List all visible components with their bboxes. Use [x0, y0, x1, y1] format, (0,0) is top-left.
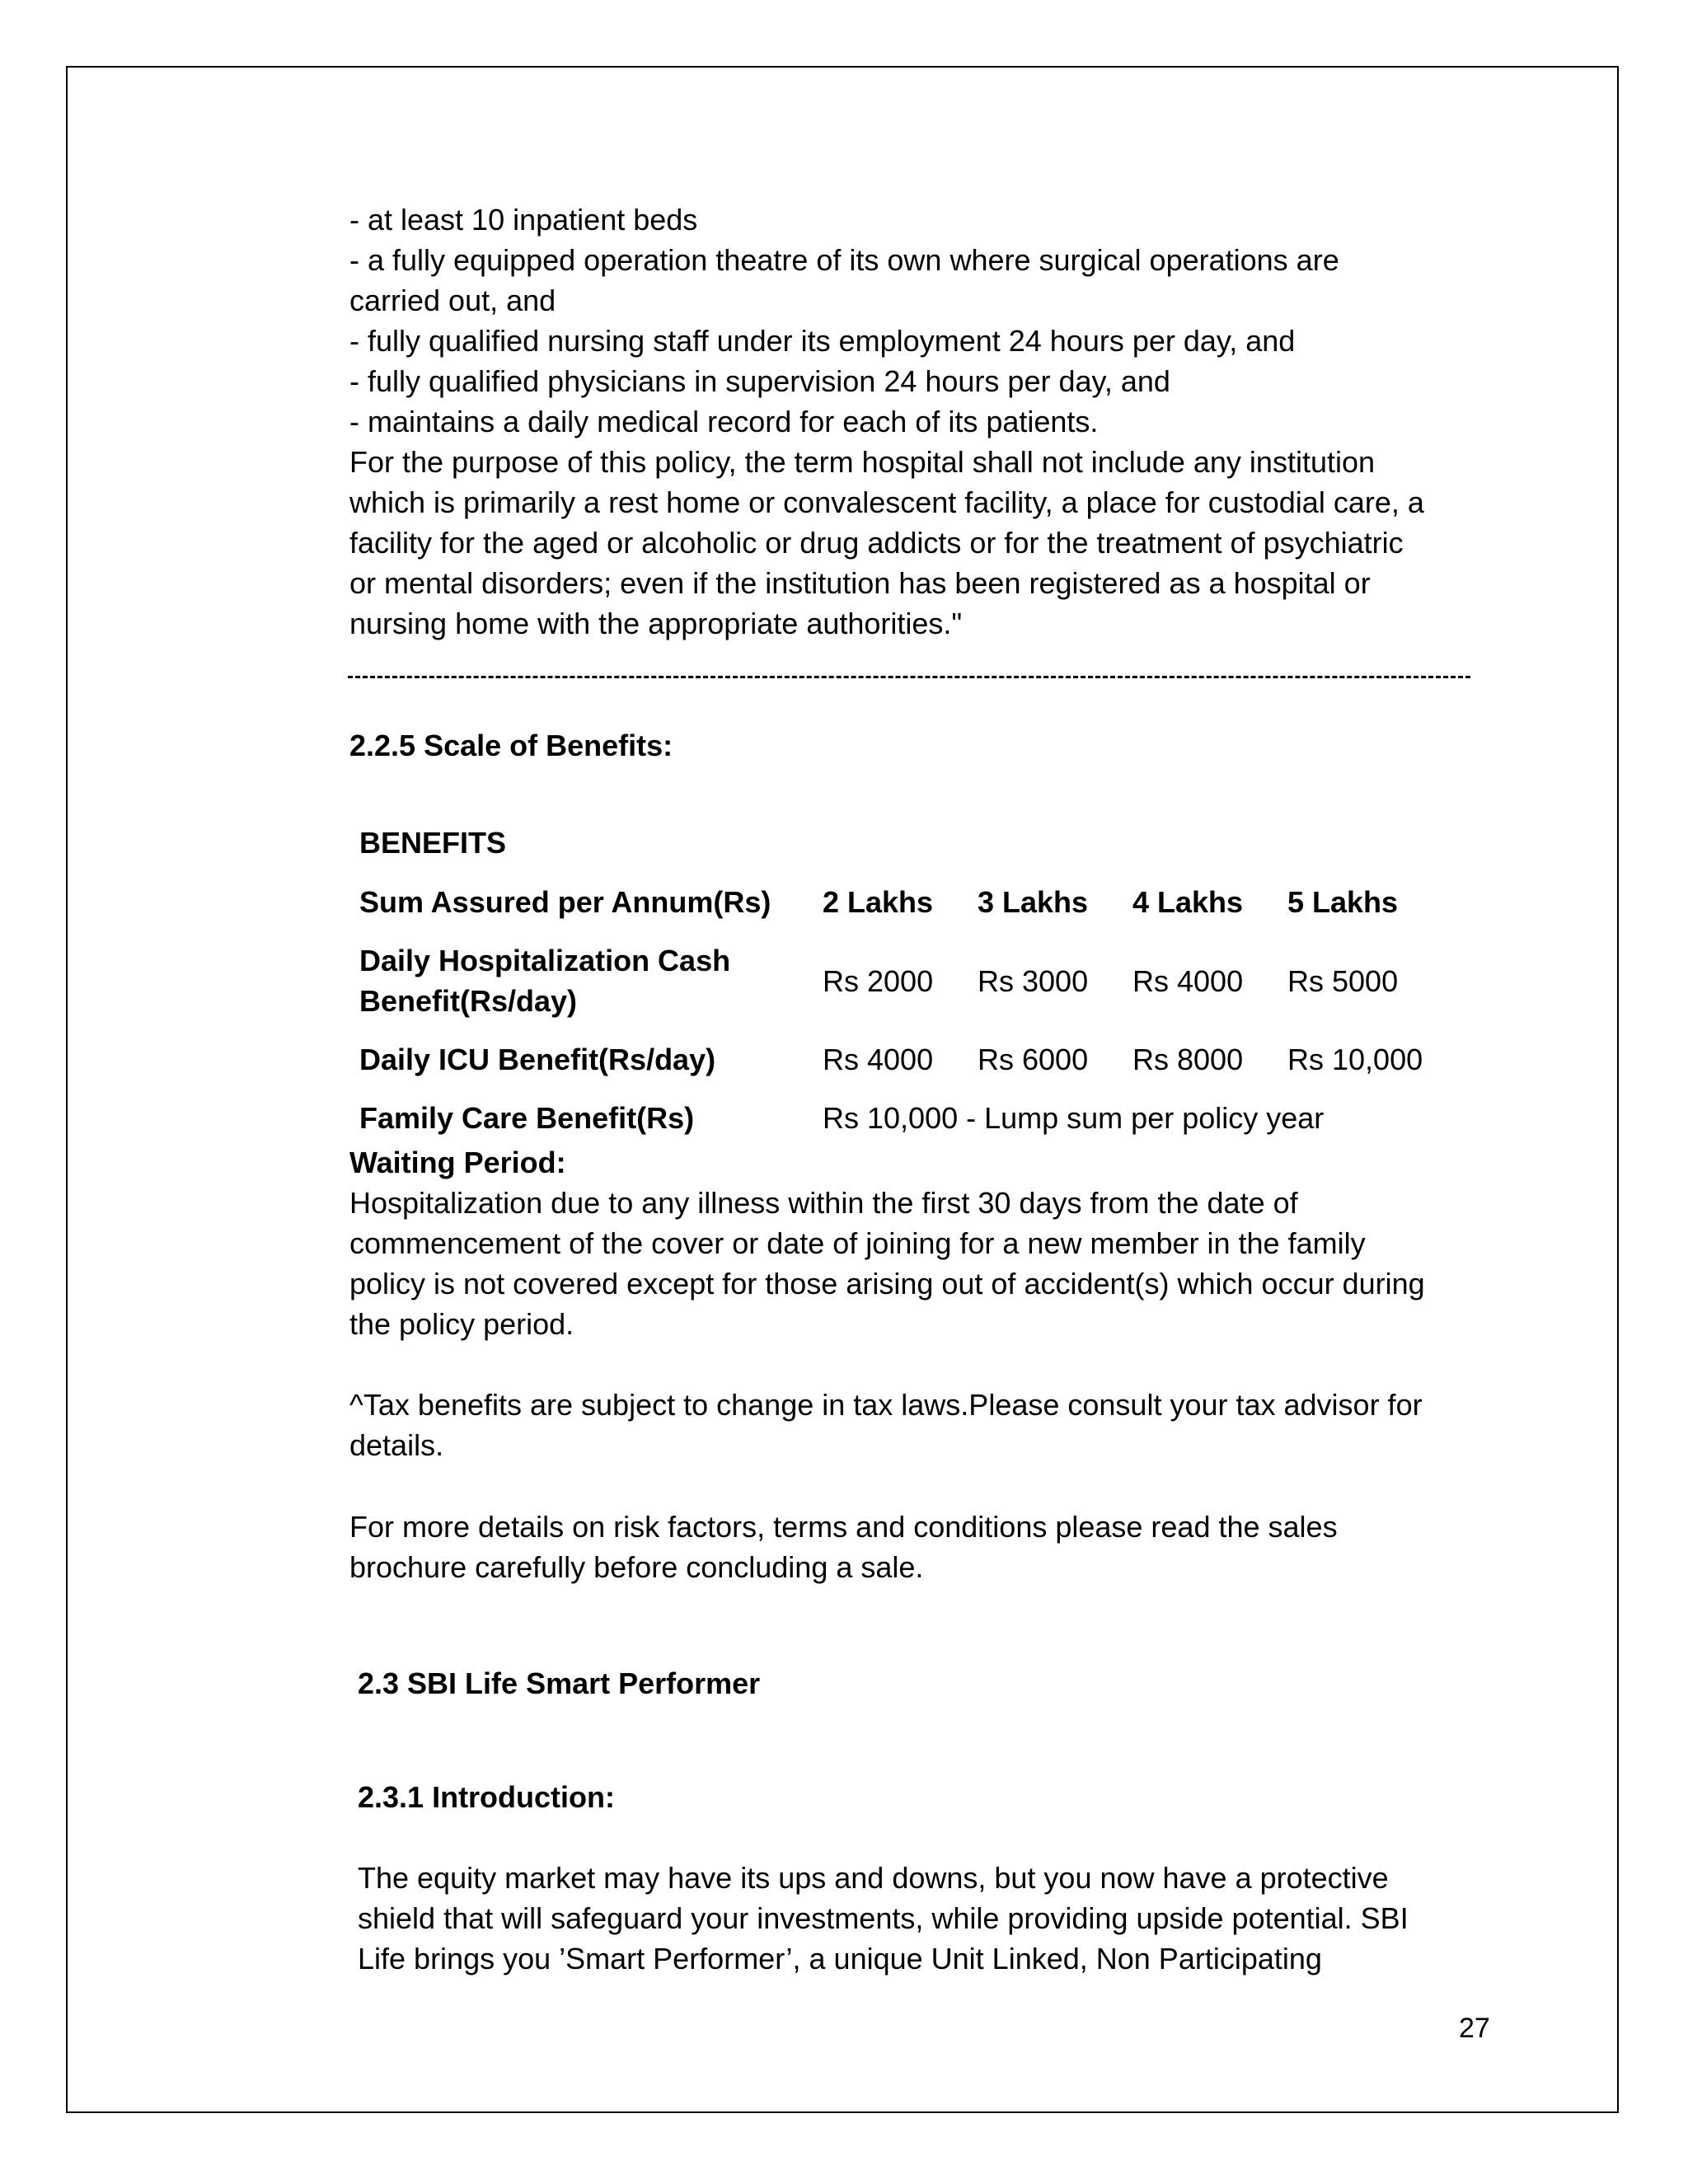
header-value: 3 Lakhs	[978, 884, 1089, 919]
row-value: Rs 3000	[978, 963, 1089, 998]
criteria-line: - fully qualified nursing staff under its employment 24 hours per day, and	[349, 324, 1296, 358]
row-label: Family Care Benefit(Rs)	[359, 1100, 695, 1135]
row-label: Daily ICU Benefit(Rs/day)	[359, 1042, 716, 1076]
table-row	[349, 931, 1432, 1030]
header-label: Sum Assured per Annum(Rs)	[359, 884, 771, 919]
row-value: Rs 6000	[978, 1042, 1089, 1076]
waiting-period-line: the policy period.	[349, 1307, 574, 1341]
row-value: Rs 8000	[1132, 1042, 1244, 1076]
waiting-period-line: Hospitalization due to any illness within the first 30 days from the date of	[349, 1186, 1298, 1220]
page-number: 27	[1459, 2013, 1490, 2044]
table-row	[349, 1030, 1432, 1088]
criteria-line: or mental disorders; even if the institution has been registered as a hospital or	[349, 566, 1371, 600]
criteria-line: nursing home with the appropriate authorities."	[349, 607, 963, 640]
criteria-line: carried out, and	[349, 284, 556, 317]
benefits-table	[349, 813, 1432, 1147]
more-details-line: For more details on risk factors, terms and conditions please read the sales	[349, 1510, 1338, 1544]
criteria-line: facility for the aged or alcoholic or drug addicts or for the treatment of psychiatric	[349, 526, 1404, 560]
hospital-criteria	[349, 199, 1487, 644]
criteria-line: - at least 10 inpatient beds	[349, 203, 698, 237]
header-value: 2 Lakhs	[823, 884, 934, 919]
waiting-period-line: commencement of the cover or date of joining for a new member in the family	[349, 1226, 1366, 1260]
more-details-line: brochure carefully before concluding a sale.	[349, 1550, 924, 1584]
row-value: Rs 4000	[1132, 963, 1244, 998]
waiting-period-heading: Waiting Period:	[349, 1146, 566, 1179]
row-value: Rs 5000	[1287, 963, 1399, 998]
table-row	[349, 1088, 1432, 1147]
row-value: Rs 2000	[823, 963, 934, 998]
more-details	[349, 1507, 1338, 1587]
waiting-period	[349, 1142, 1425, 1344]
table-header-row	[349, 872, 1432, 931]
header-value: 5 Lakhs	[1287, 884, 1399, 919]
table-title: BENEFITS	[359, 825, 507, 860]
row-label	[349, 931, 813, 1030]
introduction-line: The equity market may have its ups and downs, but you now have a protective	[358, 1861, 1389, 1895]
tax-note-line: details.	[349, 1428, 444, 1462]
criteria-line: - a fully equipped operation theatre of its own where surgical operations are	[349, 243, 1339, 277]
section-heading: 2.3 SBI Life Smart Performer	[358, 1666, 761, 1700]
row-value: Rs 10,000	[1287, 1042, 1423, 1076]
criteria-line: For the purpose of this policy, the term hospital shall not include any institution	[349, 445, 1376, 479]
scale-of-benefits-heading: 2.2.5 Scale of Benefits:	[349, 729, 673, 762]
header-value: 4 Lakhs	[1132, 884, 1244, 919]
row-label-line: Benefit(Rs/day)	[359, 984, 578, 1018]
tax-note-line: ^Tax benefits are subject to change in tax laws.Please consult your tax advisor for	[349, 1388, 1423, 1422]
table-title-row	[349, 813, 1432, 872]
introduction-line: shield that will safeguard your investments, while providing upside potential. SBI	[358, 1901, 1409, 1935]
row-label-line: Daily Hospitalization Cash	[359, 944, 731, 977]
waiting-period-line: policy is not covered except for those arising out of accident(s) which occur during	[349, 1267, 1425, 1301]
criteria-line: - maintains a daily medical record for each of its patients.	[349, 405, 1099, 438]
dashed-divider	[348, 676, 1470, 678]
tax-note	[349, 1385, 1423, 1465]
row-value: Rs 4000	[823, 1042, 934, 1076]
subsection-heading: 2.3.1 Introduction:	[358, 1780, 616, 1814]
criteria-line: - fully qualified physicians in supervision 24 hours per day, and	[349, 364, 1170, 398]
row-value: Rs 10,000 - Lump sum per policy year	[823, 1100, 1325, 1135]
introduction-paragraph	[358, 1858, 1409, 1979]
introduction-line: Life brings you ’Smart Performer’, a unique Unit Linked, Non Participating	[358, 1942, 1322, 1975]
criteria-line: which is primarily a rest home or convalescent facility, a place for custodial care, a	[349, 485, 1424, 519]
